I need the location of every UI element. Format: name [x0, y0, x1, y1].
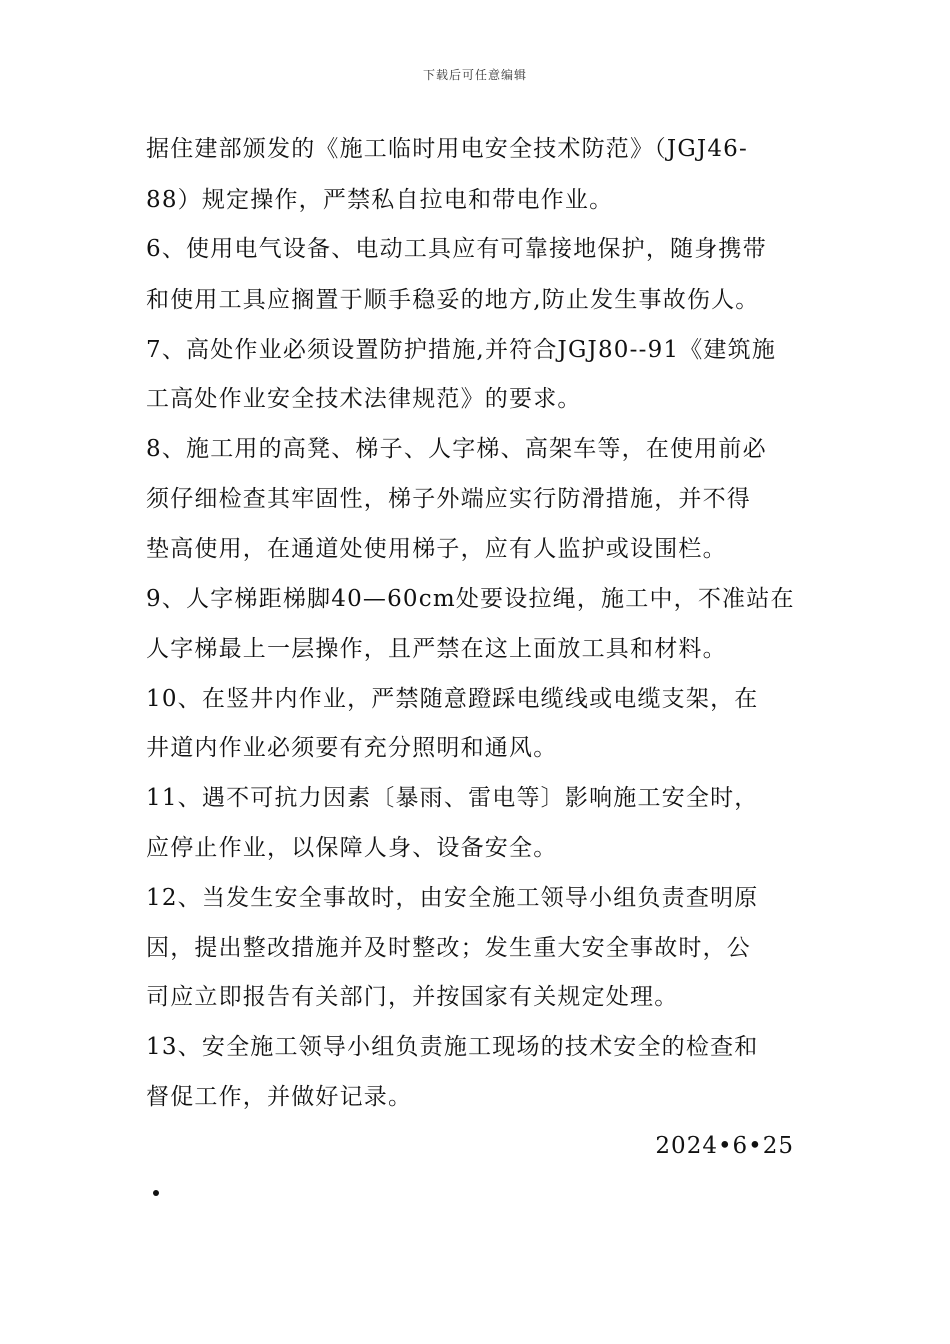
body-line: 88）规定操作，严禁私自拉电和带电作业。 [146, 187, 614, 213]
body-line: 和使用工具应搁置于顺手稳妥的地方,防止发生事故伤人。 [146, 287, 760, 313]
body-line: 11、遇不可抗力因素〔暴雨、雷电等〕影响施工安全时， [146, 785, 759, 811]
body-line: 7、高处作业必须设置防护措施,并符合JGJ80--91《建筑施 [146, 337, 777, 363]
body-line: 9、人字梯距梯脚40—60cm处要设拉绳，施工中，不准站在 [146, 586, 795, 612]
body-line: 13、安全施工领导小组负责施工现场的技术安全的检查和 [146, 1034, 759, 1060]
body-line: 井道内作业必须要有充分照明和通风。 [146, 735, 558, 761]
document-date: 2024•6•25 [655, 1133, 794, 1159]
body-line: 8、施工用的高凳、梯子、人字梯、高架车等，在使用前必 [146, 436, 767, 462]
bullet-dot [153, 1190, 159, 1196]
header-note: 下载后可任意编辑 [422, 68, 527, 82]
body-line: 司应立即报告有关部门，并按国家有关规定处理。 [146, 984, 679, 1010]
body-line: 6、使用电气设备、电动工具应有可靠接地保护，随身携带 [146, 236, 767, 262]
body-line: 12、当发生安全事故时，由安全施工领导小组负责查明原 [146, 885, 759, 911]
body-line: 垫高使用，在通道处使用梯子，应有人监护或设围栏。 [146, 536, 727, 562]
body-line: 工高处作业安全技术法律规范》的要求。 [146, 386, 582, 412]
body-line: 须仔细检查其牢固性，梯子外端应实行防滑措施，并不得 [146, 486, 751, 512]
body-line: 应停止作业，以保障人身、设备安全。 [146, 835, 558, 861]
body-line: 督促工作，并做好记录。 [146, 1084, 413, 1110]
body-line: 10、在竖井内作业，严禁随意蹬踩电缆线或电缆支架，在 [146, 686, 759, 712]
body-line: 因，提出整改措施并及时整改；发生重大安全事故时，公 [146, 935, 751, 961]
body-line: 人字梯最上一层操作，且严禁在这上面放工具和材料。 [146, 636, 727, 662]
body-line: 据住建部颁发的《施工临时用电安全技术防范》（JGJ46- [146, 136, 748, 162]
